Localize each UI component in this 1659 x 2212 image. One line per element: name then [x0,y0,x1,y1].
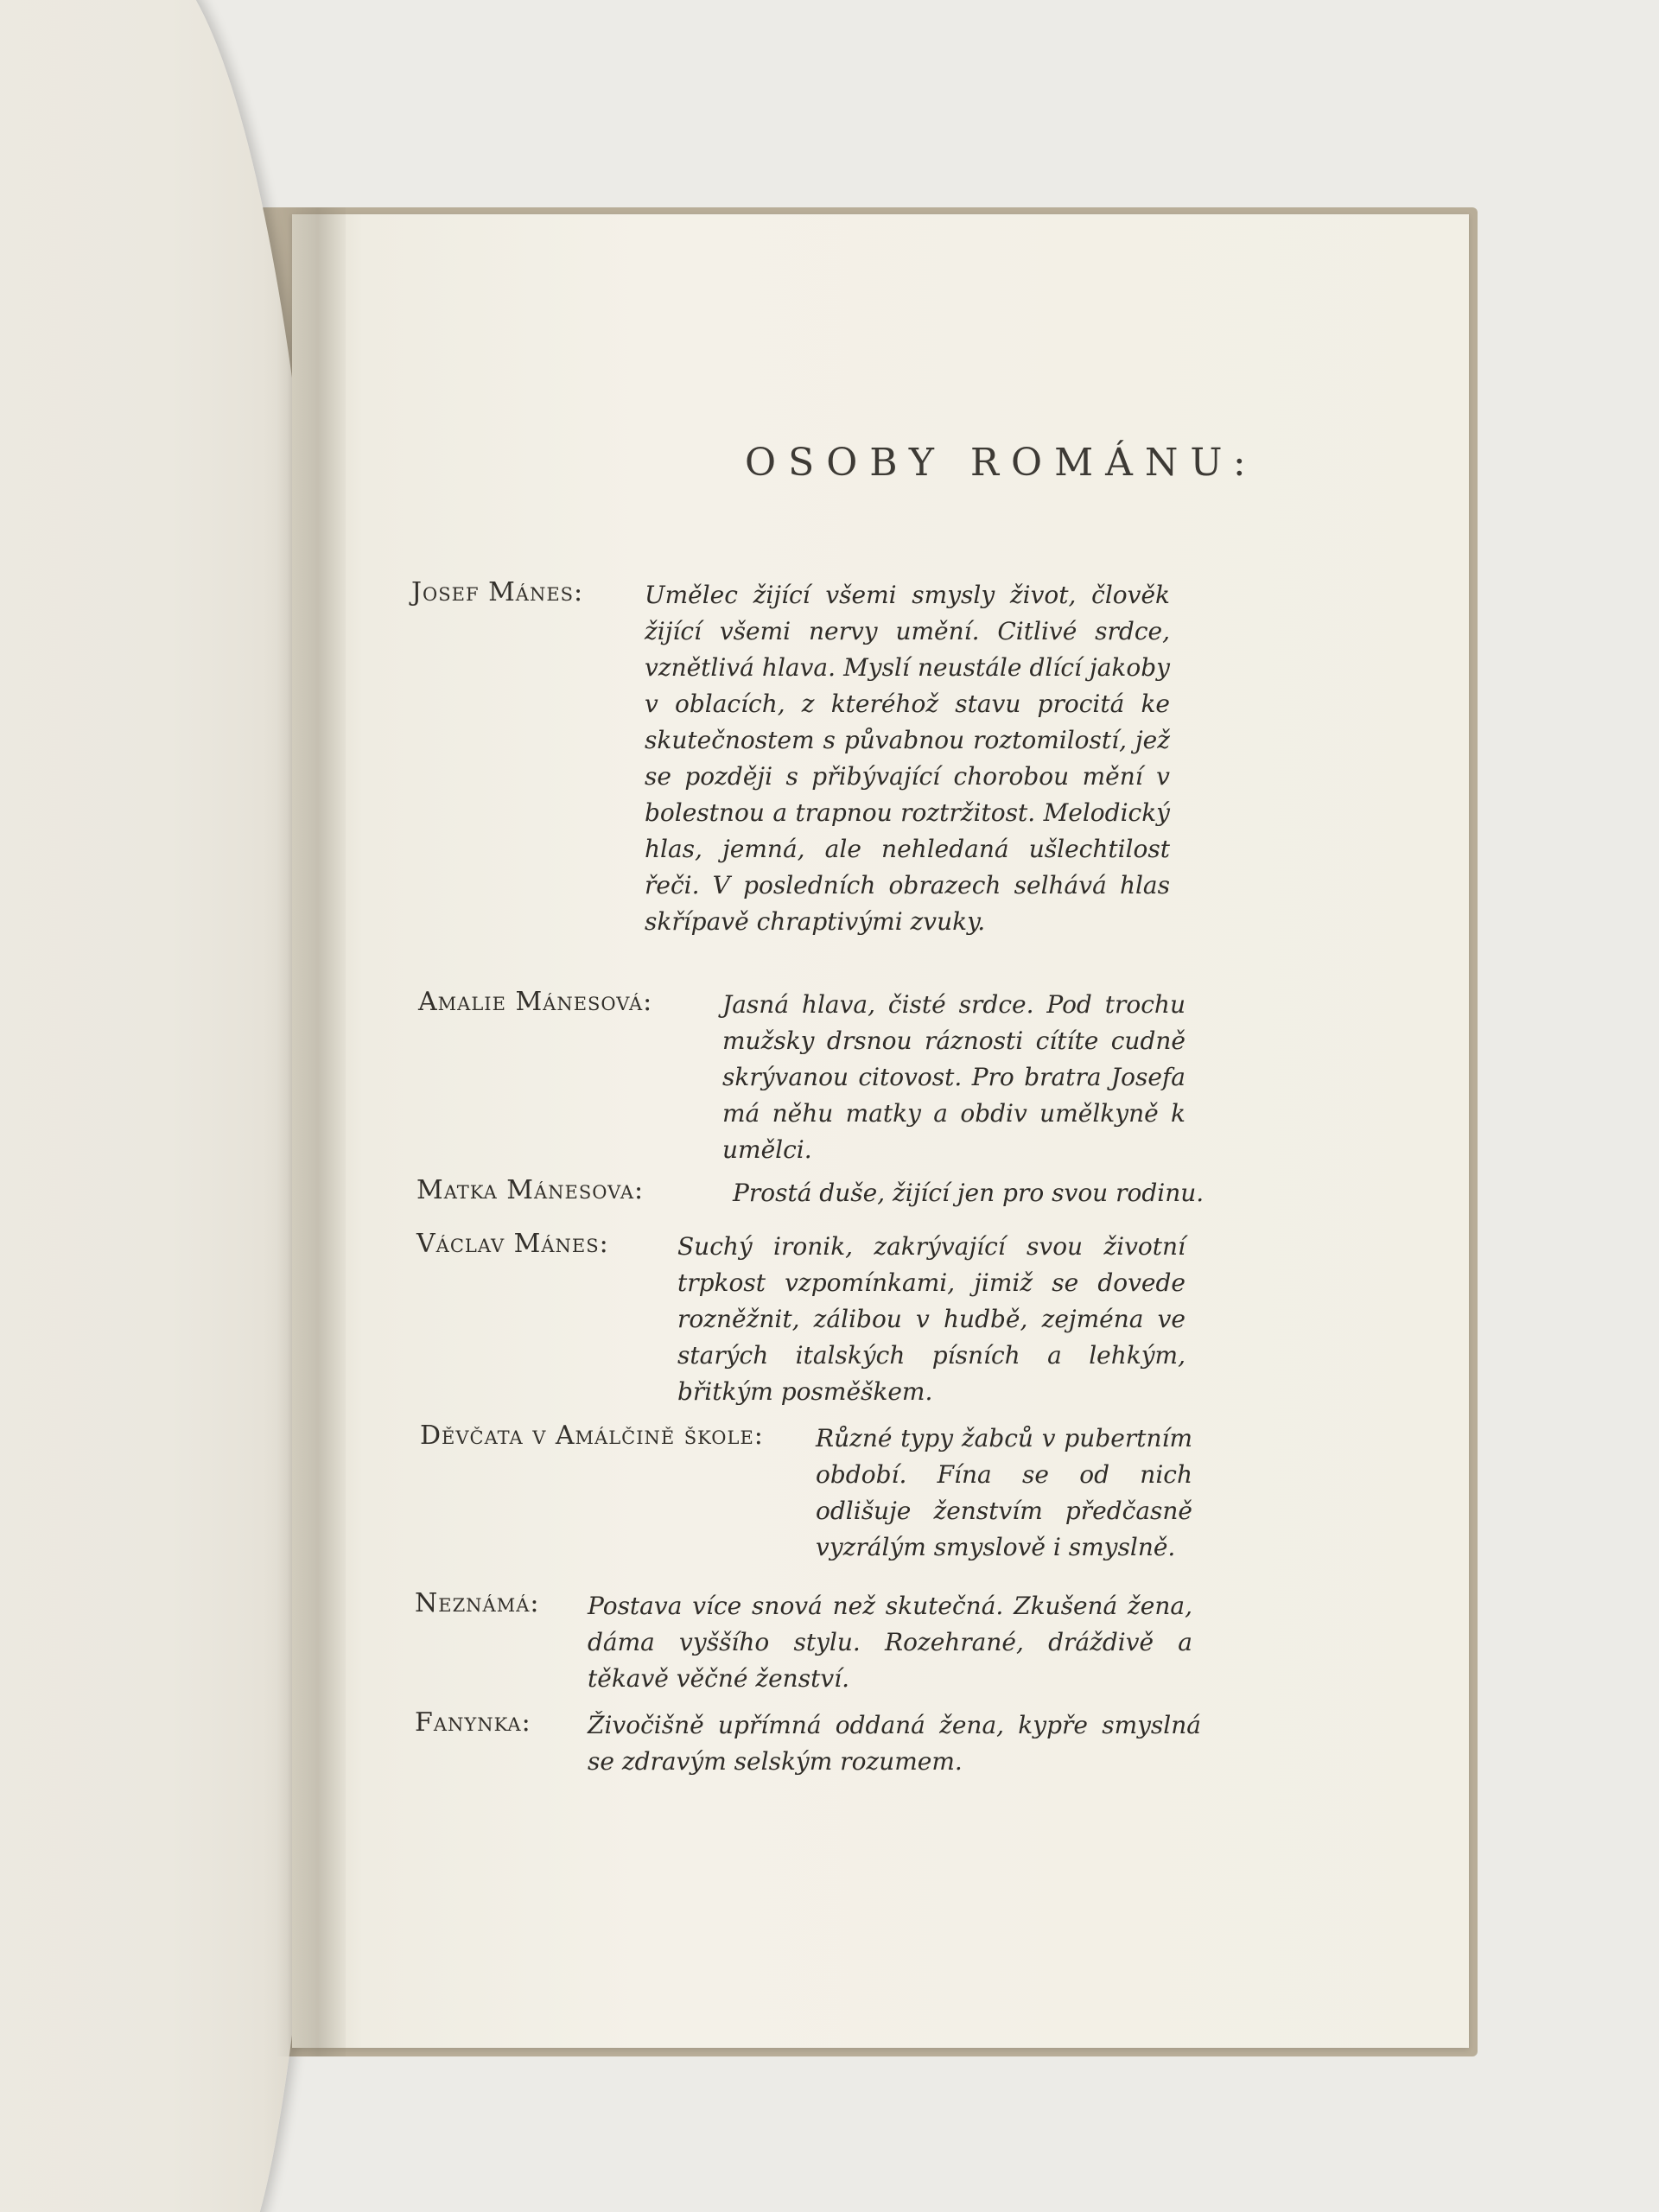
character-name: Neznámá: [415,1588,540,1618]
character-name: Josef Mánes: [411,577,584,607]
character-name: Amalie Mánesová: [418,987,653,1017]
character-description: Prostá duše, žijící jen pro svou rodinu. [733,1179,1205,1207]
character-description: Různé typy žabců v pubertním období. Fína se od nich odlišuje ženstvím předčasně vyzrálým smyslově i smyslně. [816,1424,1192,1561]
character-name: Matka Mánesova: [416,1175,645,1205]
character-description: Jasná hlava, čisté srdce. Pod trochu mužsky drsnou ráznosti cítíte cudně skrývanou citovost. Pro bratra Josefa má něhu matky a obdiv umělkyně k umělci. [722,990,1185,1164]
character-name: Děvčata v Amálčině škole: [420,1421,764,1451]
character-description: Postava více snová než skutečná. Zkušená žena, dáma vyššího stylu. Rozehrané, dráždivě a těkavě věčné ženství. [588,1592,1192,1693]
character-name: Fanynka: [415,1707,531,1738]
page-heading: OSOBY ROMÁNU: [745,441,1258,485]
character-description: Umělec žijící všemi smysly život, člověk žijící všemi nervy umění. Citlivé srdce, vznětlivá hlava. Myslí neustále dlící jakoby v oblacích, z kteréhož stavu procitá ke skutečnostem s půvabnou roztomilostí, jež se později s přibývající chorobou mění v bolestnou a trapnou roztržitost. Melodický hlas, jemná, ale nehledaná ušlechtilost řeči. V posledních obrazech selhává hlas skřípavě chraptivými zvuky. [645,581,1170,936]
character-description: Suchý ironik, zakrývající svou životní trpkost vzpomínkami, jimiž se dovede rozněžnit, zálibou v hudbě, zejména ve starých italských písních a lehkým, břitkým posměškem. [677,1232,1185,1406]
character-description: Živočišně upřímná oddaná žena, kypře smyslná se zdravým selským rozumem. [588,1711,1201,1776]
gutter-shadow [276,207,346,2056]
character-name: Václav Mánes: [416,1229,609,1259]
